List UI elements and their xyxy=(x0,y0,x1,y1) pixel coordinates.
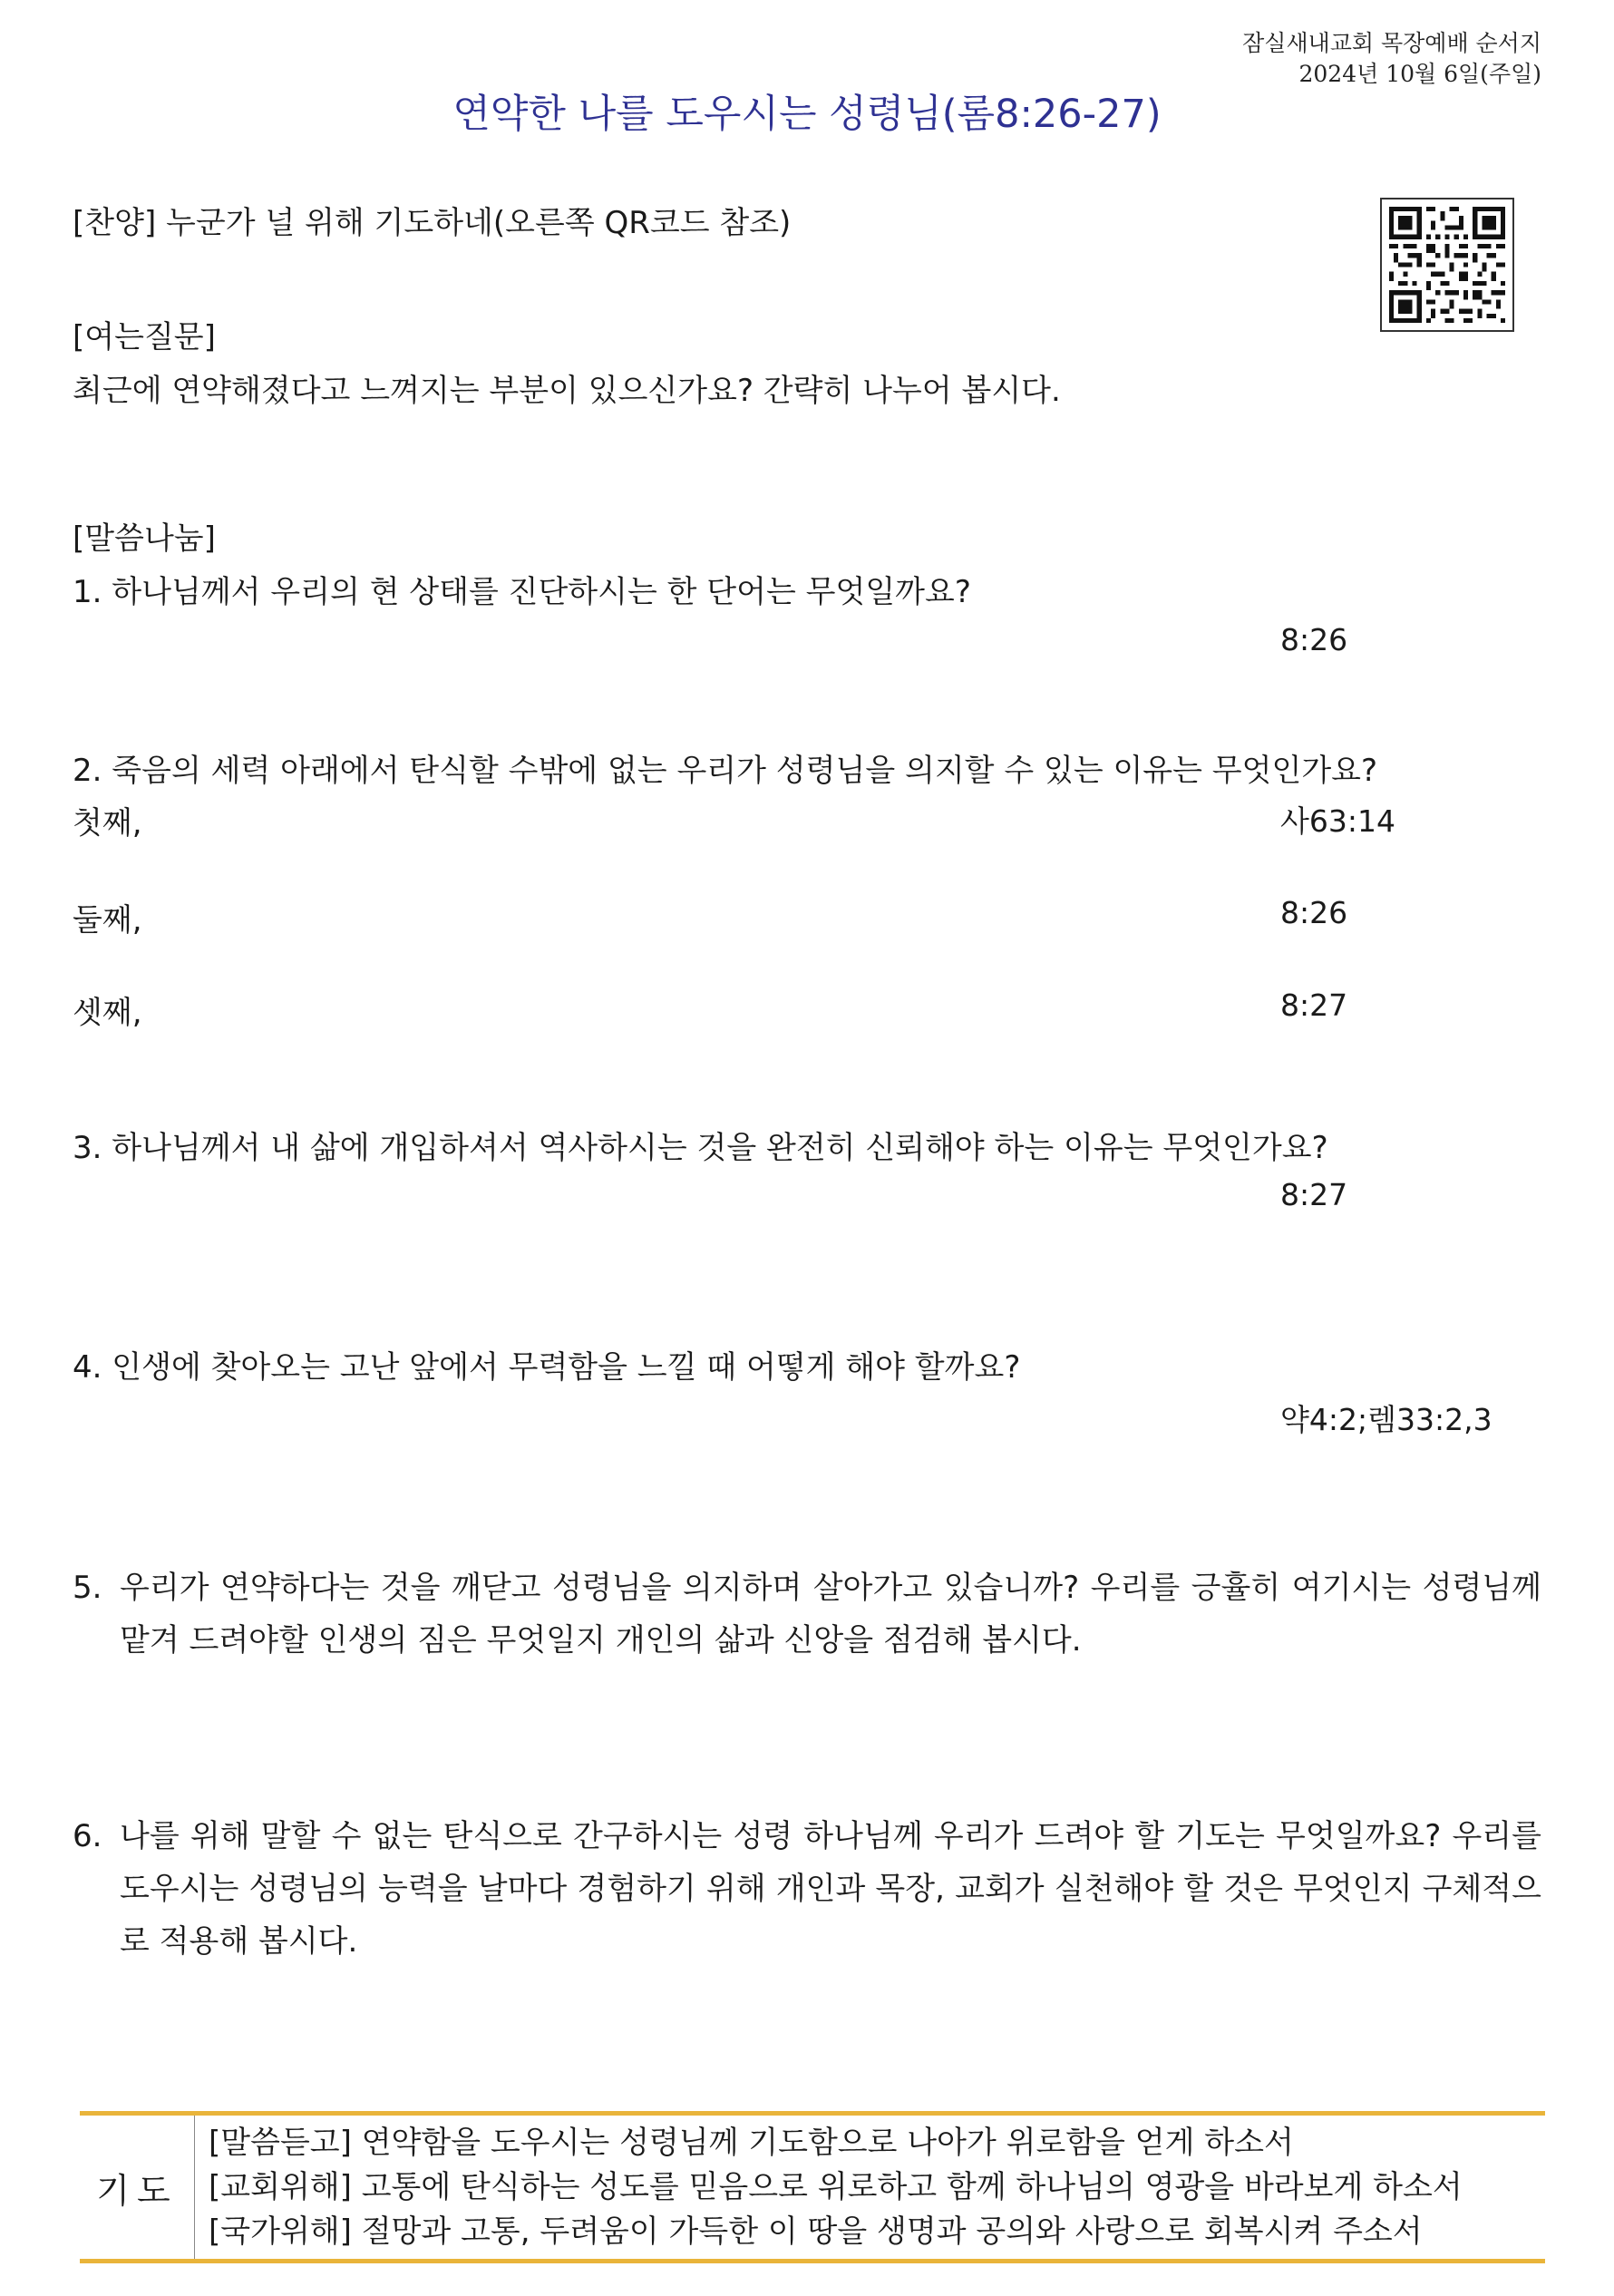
prayer-box xyxy=(80,2111,1545,2263)
prayer-line-nation: [국가위해] 절망과 고통, 두려움이 가득한 이 땅을 생명과 공의와 사랑으로 회복시켜 주소서 xyxy=(209,2213,1423,2250)
question-1-text: 하나님께서 우리의 현 상태를 진단하시는 한 단어는 무엇일까요? xyxy=(112,574,971,610)
question-3-text: 하나님께서 내 삶에 개입하셔서 역사하시는 것을 완전히 신뢰해야 하는 이유는 무엇인가요? xyxy=(112,1130,1328,1166)
question-2-point-1: 첫째, xyxy=(73,805,142,842)
praise-line: [찬양] 누군가 널 위해 기도하네(오른쪽 QR코드 참조) xyxy=(73,205,792,241)
word-heading: [말씀나눔] xyxy=(73,520,216,557)
question-3 xyxy=(73,1123,1328,1167)
header-date: 2024년 10월 6일(주일) xyxy=(1298,61,1541,87)
question-2-point-1-ref: 사63:14 xyxy=(1280,803,1395,839)
opening-heading: [여는질문] xyxy=(73,319,216,355)
question-3-number: 3. xyxy=(73,1130,102,1166)
question-2 xyxy=(73,745,1377,790)
question-1 xyxy=(73,567,971,611)
question-6-number: 6. xyxy=(73,1818,102,1854)
question-2-number: 2. xyxy=(73,753,102,789)
question-2-point-3-ref: 8:27 xyxy=(1280,987,1348,1023)
question-2-point-2-ref: 8:26 xyxy=(1280,895,1348,930)
question-5-number: 5. xyxy=(73,1570,102,1606)
prayer-lines xyxy=(209,2121,1463,2254)
question-4 xyxy=(73,1342,1020,1386)
question-4-ref: 약4:2;렘33:2,3 xyxy=(1280,1402,1492,1437)
question-2-point-3: 셋째, xyxy=(73,995,142,1031)
question-4-text: 인생에 찾아오는 고난 앞에서 무력함을 느낄 때 어떻게 해야 할까요? xyxy=(112,1349,1021,1386)
header-church: 잠실새내교회 목장예배 순서지 xyxy=(1242,30,1541,56)
question-2-point-2: 둘째, xyxy=(73,902,142,939)
opening-question: 최근에 연약해졌다고 느껴지는 부분이 있으신가요? 간략히 나누어 봅시다. xyxy=(73,373,1061,409)
question-4-number: 4. xyxy=(73,1349,102,1386)
question-5 xyxy=(73,1561,1541,1667)
question-5-text: 우리가 연약하다는 것을 깨닫고 성령님을 의지하며 살아가고 있습니까? 우리를 긍휼히 여기시는 성령님께 맡겨 드려야할 인생의 짐은 무엇일지 개인의 삶과 신앙을 점검해 봅시다. xyxy=(120,1570,1541,1659)
page-title: 연약한 나를 도우시는 성령님(롬8:26-27) xyxy=(452,92,1162,137)
prayer-line-word: [말씀듣고] 연약함을 도우시는 성령님께 기도함으로 나아가 위로함을 얻게 하소서 xyxy=(209,2125,1294,2161)
qr-code-icon[interactable] xyxy=(1380,198,1514,332)
question-3-ref: 8:27 xyxy=(1280,1177,1348,1212)
question-6-text: 나를 위해 말할 수 없는 탄식으로 간구하시는 성령 하나님께 우리가 드려야 할 기도는 무엇일까요? 우리를 도우시는 성령님의 능력을 날마다 경험하기 위해 개인과 목장, 교회가 실천해야 할 것은 무엇인지 구체적으로 적용해 봅시다. xyxy=(120,1818,1541,1960)
question-2-text: 죽음의 세력 아래에서 탄식할 수밖에 없는 우리가 성령님을 의지할 수 있는 이유는 무엇인가요? xyxy=(112,753,1378,789)
prayer-label: 기도 xyxy=(80,2116,195,2259)
question-6 xyxy=(73,1810,1541,1968)
question-1-ref: 8:26 xyxy=(1280,622,1348,657)
prayer-line-church: [교회위해] 고통에 탄식하는 성도를 믿음으로 위로하고 함께 하나님의 영광을 바라보게 하소서 xyxy=(209,2169,1463,2205)
question-1-number: 1. xyxy=(73,574,102,610)
